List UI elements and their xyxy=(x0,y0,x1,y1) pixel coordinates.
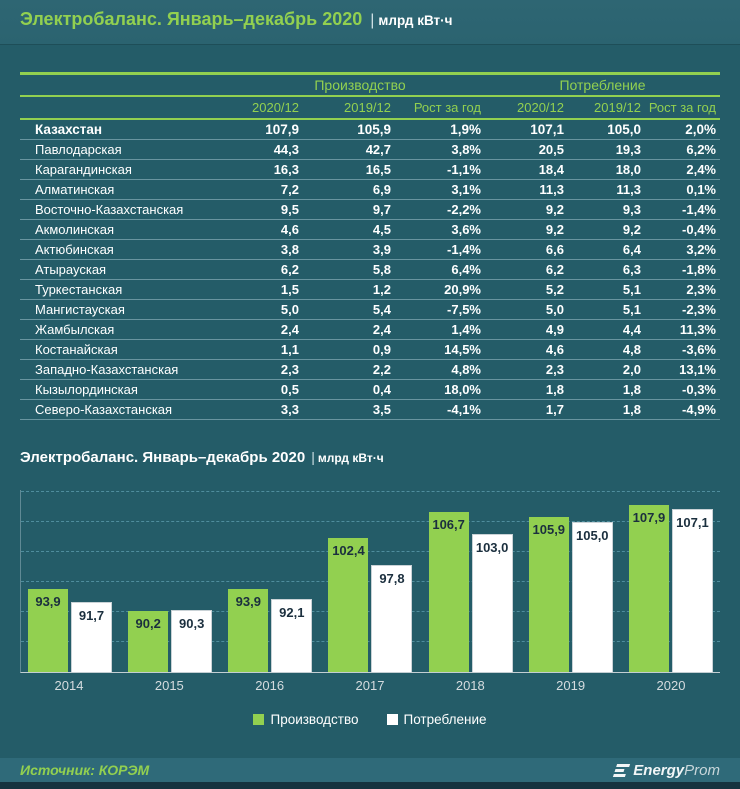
year-label: 2018 xyxy=(455,678,485,693)
value-cell: 6,2% xyxy=(686,142,716,157)
footer-strip xyxy=(0,758,740,782)
value-cell: 5,0 xyxy=(280,302,299,317)
value-cell: 3,8% xyxy=(451,142,481,157)
region-name: Туркестанская xyxy=(35,282,123,297)
page-title-text: Электробаланс. Январь–декабрь 2020 xyxy=(20,9,363,29)
value-cell: 1,1 xyxy=(280,342,299,357)
year-label: 2020 xyxy=(656,678,686,693)
value-cell: 4,8 xyxy=(622,342,641,357)
value-cell: 4,6 xyxy=(280,222,299,237)
value-cell: 2,4% xyxy=(686,162,716,177)
legend-label: Потребление xyxy=(403,712,487,727)
source-label: Источник: КОРЭМ xyxy=(20,762,150,778)
regions-table xyxy=(20,72,720,420)
value-cell: 11,3 xyxy=(616,182,641,197)
group-header-production: Производство xyxy=(314,77,406,93)
value-cell: 9,2 xyxy=(622,222,641,237)
value-cell: 0,1% xyxy=(686,182,716,197)
bar-value-label: 93,9 xyxy=(35,593,61,609)
bar-group xyxy=(529,490,613,672)
value-cell: -0,3% xyxy=(682,382,716,397)
value-cell: 9,2 xyxy=(545,222,564,237)
value-cell: 9,5 xyxy=(280,202,299,217)
bar-value-label: 92,1 xyxy=(279,605,305,621)
year-label: 2019 xyxy=(556,678,586,693)
value-cell: -2,3% xyxy=(682,302,716,317)
table-row xyxy=(20,120,720,140)
consumption-bar xyxy=(672,509,713,672)
bar-value-label: 107,9 xyxy=(632,509,666,525)
legend-item xyxy=(253,712,358,727)
value-cell: 3,1% xyxy=(451,182,481,197)
value-cell: 13,1% xyxy=(679,362,716,377)
value-cell: 3,9 xyxy=(372,242,391,257)
bar-value-label: 90,3 xyxy=(179,616,205,632)
brand-text-light: Prom xyxy=(684,761,720,779)
value-cell: 2,2 xyxy=(372,362,391,377)
value-cell: 7,2 xyxy=(280,182,299,197)
value-cell: 3,6% xyxy=(451,222,481,237)
value-cell: 14,5% xyxy=(444,342,481,357)
region-name: Жамбылская xyxy=(35,322,115,337)
consumption-bar xyxy=(271,599,312,672)
value-cell: 5,1 xyxy=(622,282,641,297)
value-cell: 19,3 xyxy=(615,142,641,157)
value-cell: -4,1% xyxy=(447,402,481,417)
table-row xyxy=(20,220,720,240)
table-row xyxy=(20,180,720,200)
value-cell: 42,7 xyxy=(365,142,391,157)
value-cell: 16,3 xyxy=(273,162,299,177)
region-name: Восточно-Казахстанская xyxy=(35,202,184,217)
bar-value-label: 91,7 xyxy=(78,607,105,623)
region-name: Мангистауская xyxy=(35,302,125,317)
production-bar xyxy=(228,589,268,672)
value-cell: 105,0 xyxy=(607,122,641,137)
table-row xyxy=(20,360,720,380)
year-label: 2016 xyxy=(255,678,285,693)
chart-legend xyxy=(0,712,740,727)
table-row xyxy=(20,340,720,360)
column-header: 2020/12 xyxy=(517,100,564,115)
chart-title-text: Электробаланс. Январь–декабрь 2020 xyxy=(20,449,306,466)
region-name: Акмолинская xyxy=(35,222,115,237)
legend-swatch-consumption xyxy=(387,714,398,725)
value-cell: 2,4 xyxy=(280,322,299,337)
table-row xyxy=(20,260,720,280)
value-cell: 20,9% xyxy=(444,282,481,297)
value-cell: 16,5 xyxy=(365,162,391,177)
value-cell: 105,9 xyxy=(357,122,391,137)
value-cell: 4,8% xyxy=(451,362,481,377)
value-cell: 6,9 xyxy=(372,182,391,197)
value-cell: 1,8 xyxy=(622,382,641,397)
region-name: Атырауская xyxy=(35,262,107,277)
consumption-bar xyxy=(572,522,613,672)
value-cell: 2,3% xyxy=(686,282,716,297)
page-title-unit: млрд кВт·ч xyxy=(378,13,453,28)
value-cell: 6,6 xyxy=(545,242,564,257)
consumption-bar xyxy=(71,602,112,672)
value-cell: 4,5 xyxy=(372,222,391,237)
table-row xyxy=(20,160,720,180)
value-cell: 6,4 xyxy=(622,242,641,257)
value-cell: -1,4% xyxy=(447,242,481,257)
consumption-bar xyxy=(472,534,513,672)
bar-value-label: 102,4 xyxy=(332,542,365,558)
legend-item xyxy=(387,712,487,727)
value-cell: 5,2 xyxy=(545,282,564,297)
value-cell: 6,4% xyxy=(451,262,481,277)
value-cell: -1,8% xyxy=(682,262,716,277)
value-cell: 0,9 xyxy=(372,342,391,357)
production-bar xyxy=(328,538,368,672)
bar-group xyxy=(128,490,212,672)
value-cell: 4,4 xyxy=(622,322,641,337)
group-header-consumption: Потребление xyxy=(559,77,646,93)
title-separator: | xyxy=(370,12,375,29)
bar-group xyxy=(28,490,112,672)
column-header: 2020/12 xyxy=(252,100,299,115)
region-name: Кызылординская xyxy=(35,382,138,397)
region-name: Карагандинская xyxy=(35,162,132,177)
value-cell: 1,4% xyxy=(451,322,481,337)
region-name: Павлодарская xyxy=(35,142,122,157)
value-cell: 3,3 xyxy=(280,402,299,417)
value-cell: 1,5 xyxy=(280,282,299,297)
value-cell: 0,4 xyxy=(372,382,391,397)
year-label: 2014 xyxy=(54,678,84,693)
column-header: Рост за год xyxy=(413,100,481,115)
energyprom-e-icon xyxy=(613,764,630,777)
value-cell: 2,4 xyxy=(372,322,391,337)
consumption-bar xyxy=(171,610,212,672)
bar-group xyxy=(328,490,412,672)
value-cell: 4,6 xyxy=(545,342,564,357)
value-cell: 2,0% xyxy=(685,122,716,137)
production-bar xyxy=(529,517,569,672)
column-header: 2019/12 xyxy=(594,100,641,115)
value-cell: 18,4 xyxy=(538,162,564,177)
region-name: Алматинская xyxy=(35,182,115,197)
value-cell: 1,8 xyxy=(545,382,564,397)
brand-text xyxy=(633,762,720,779)
table-row xyxy=(20,140,720,160)
chart-plot xyxy=(20,490,720,673)
table-row xyxy=(20,240,720,260)
value-cell: 6,3 xyxy=(622,262,641,277)
value-cell: 44,3 xyxy=(273,142,299,157)
header-strip xyxy=(0,0,740,44)
value-cell: 2,0 xyxy=(622,362,641,377)
value-cell: 1,8 xyxy=(622,402,641,417)
region-name: Северо-Казахстанская xyxy=(35,402,173,417)
bar-value-label: 105,9 xyxy=(532,521,566,537)
value-cell: 1,2 xyxy=(372,282,391,297)
value-cell: 4,9 xyxy=(545,322,564,337)
value-cell: 18,0 xyxy=(615,162,641,177)
value-cell: 9,3 xyxy=(622,202,641,217)
value-cell: 5,8 xyxy=(372,262,391,277)
value-cell: 9,2 xyxy=(545,202,564,217)
bar-value-label: 107,1 xyxy=(676,515,709,531)
table-body xyxy=(20,120,720,420)
table-subheader xyxy=(20,97,720,118)
value-cell: 20,5 xyxy=(538,142,564,157)
value-cell: 3,8 xyxy=(280,242,299,257)
value-cell: -7,5% xyxy=(447,302,481,317)
value-cell: 5,0 xyxy=(545,302,564,317)
value-cell: 3,2% xyxy=(686,242,716,257)
production-bar xyxy=(429,512,469,672)
bar-group xyxy=(228,490,312,672)
value-cell: -2,2% xyxy=(447,202,481,217)
value-cell: 1,7 xyxy=(545,402,564,417)
value-cell: -0,4% xyxy=(682,222,716,237)
table-row xyxy=(20,280,720,300)
chart-title-separator: | xyxy=(311,449,315,465)
value-cell: -1,4% xyxy=(682,202,716,217)
value-cell: 1,9% xyxy=(450,122,481,137)
bar-groups xyxy=(21,490,720,672)
year-label: 2015 xyxy=(154,678,184,693)
bar-value-label: 97,8 xyxy=(379,571,405,587)
bar-value-label: 105,0 xyxy=(576,528,609,543)
table-row xyxy=(20,200,720,220)
bar-value-label: 106,7 xyxy=(432,516,465,532)
production-bar xyxy=(128,611,168,672)
value-cell: 5,4 xyxy=(372,302,391,317)
table-row xyxy=(20,320,720,340)
production-bar xyxy=(629,505,669,672)
page-title xyxy=(20,9,452,30)
value-cell: 2,3 xyxy=(545,362,564,377)
legend-swatch-production xyxy=(253,714,264,725)
value-cell: -4,9% xyxy=(682,402,716,417)
value-cell: -3,6% xyxy=(682,342,716,357)
value-cell: 3,5 xyxy=(372,402,391,417)
value-cell: 107,9 xyxy=(265,122,299,137)
consumption-bar xyxy=(371,565,412,672)
region-name: Костанайская xyxy=(35,342,118,357)
value-cell: 107,1 xyxy=(530,122,564,137)
value-cell: 6,2 xyxy=(280,262,299,277)
bar-group xyxy=(429,490,513,672)
bottom-strip xyxy=(0,782,740,789)
value-cell: 11,3% xyxy=(679,322,716,337)
table-row xyxy=(20,380,720,400)
legend-label: Производство xyxy=(270,712,359,727)
production-bar xyxy=(28,589,68,672)
energyprom-logo xyxy=(615,762,720,779)
table-group-header xyxy=(20,75,720,95)
bar-value-label: 90,2 xyxy=(135,615,161,631)
brand-text-bold: Energy xyxy=(633,761,685,779)
chart-title-unit: млрд кВт·ч xyxy=(317,451,384,465)
table-row xyxy=(20,300,720,320)
region-name: Западно-Казахстанская xyxy=(35,362,179,377)
value-cell: 5,1 xyxy=(622,302,641,317)
bar-value-label: 93,9 xyxy=(235,593,261,609)
column-header: 2019/12 xyxy=(344,100,391,115)
bar-group xyxy=(629,490,713,672)
value-cell: 18,0% xyxy=(444,382,481,397)
x-axis-labels xyxy=(20,678,720,693)
value-cell: 9,7 xyxy=(372,202,391,217)
value-cell: 11,3 xyxy=(539,182,564,197)
region-name: Казахстан xyxy=(35,122,103,137)
region-name: Актюбинская xyxy=(35,242,114,257)
value-cell: 6,2 xyxy=(545,262,564,277)
column-header: Рост за год xyxy=(648,100,716,115)
table-row xyxy=(20,400,720,420)
year-label: 2017 xyxy=(355,678,385,693)
chart-title xyxy=(20,449,384,467)
bar-value-label: 103,0 xyxy=(475,540,509,555)
value-cell: 0,5 xyxy=(280,382,299,397)
value-cell: -1,1% xyxy=(447,162,481,177)
value-cell: 2,3 xyxy=(280,362,299,377)
